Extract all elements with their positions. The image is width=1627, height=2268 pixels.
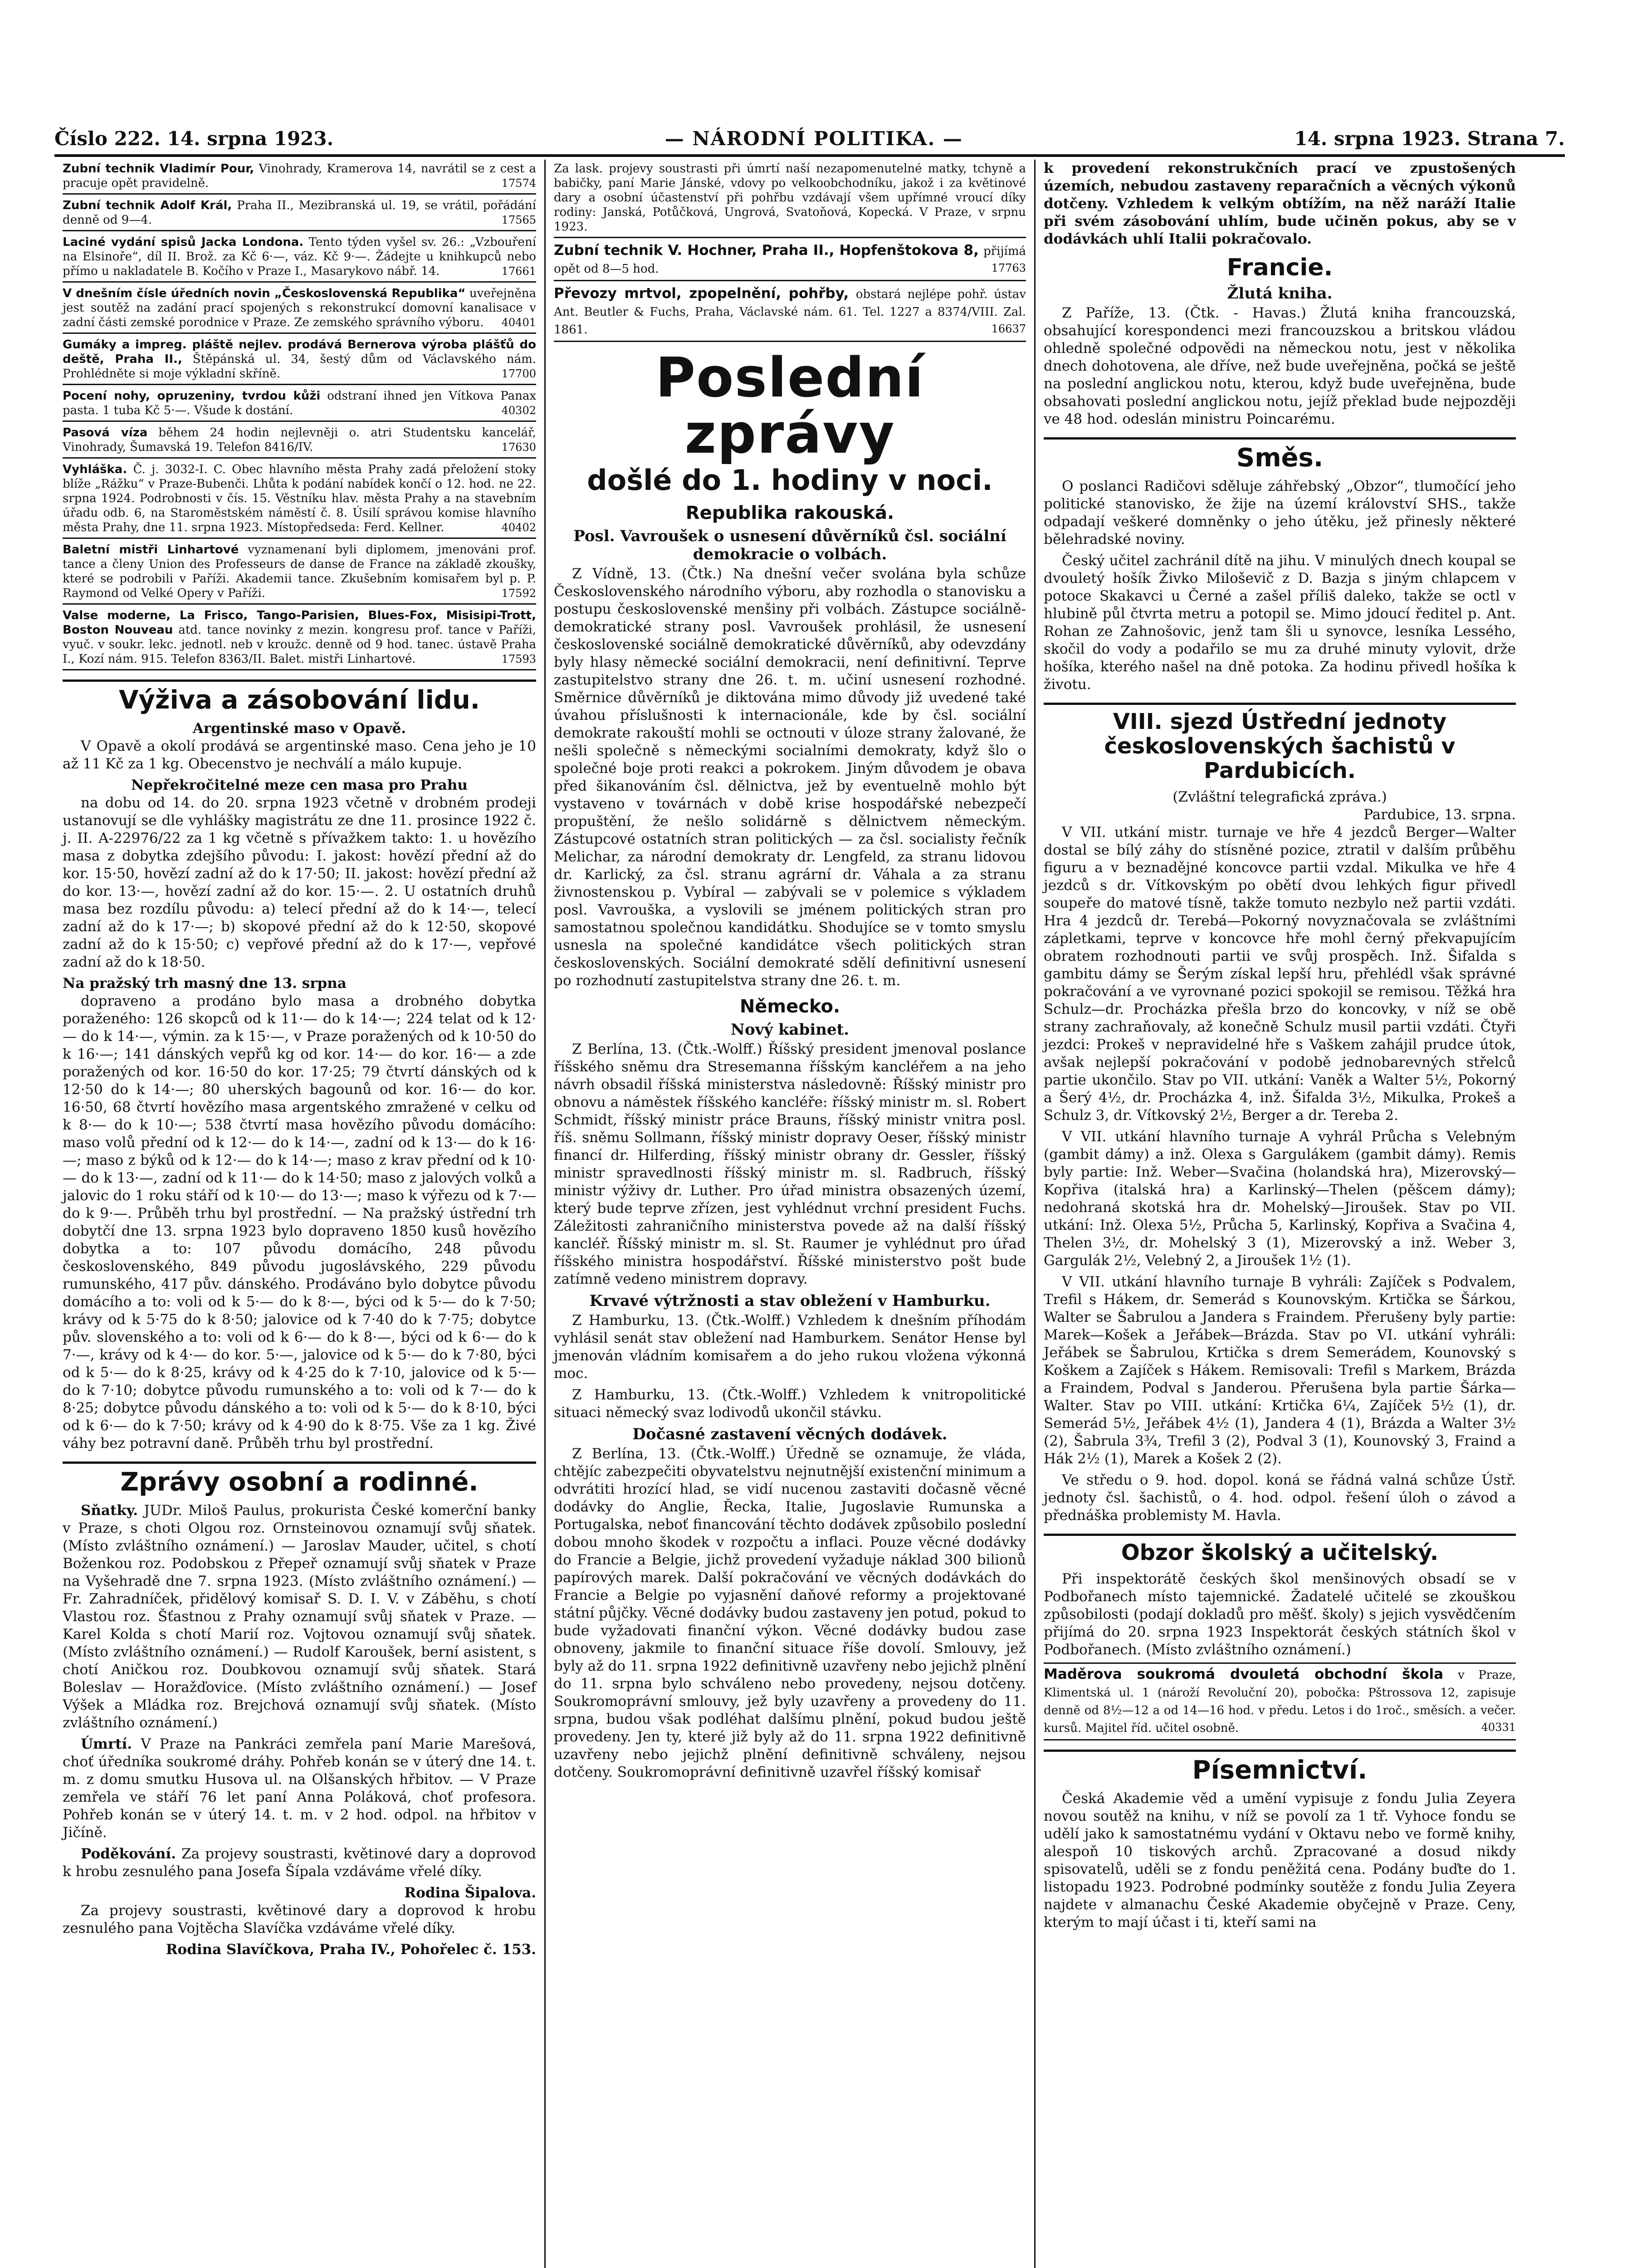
ad-number: 17565 (501, 214, 536, 226)
ad-heading: Zubní technik Adolf Král, (63, 199, 232, 212)
subhead: Dočasné zastavení věcných dodávek. (632, 1425, 948, 1443)
ad-heading: Pocení nohy, opruzeniny, tvrdou kůži (63, 389, 321, 403)
page-header (54, 118, 1565, 157)
classified-ad (63, 387, 536, 422)
article-text: Z Paříže, 13. (Čtk. - Havas.) Žlutá kniha francouzská, obsahující korespondenci mezi francouzskou a britskou vládou ohledně společné odpovědi na německou notu, jest v několika dnech dohotovena, ale dříve, než bude uveřejněna, počká se ještě na poslední anglickou notu, kterou, když bude uveřejněna, bude obsahovati poslední anglickou notu, jejíž překlad bude nejpozději ve 48 hod. odeslán ministru Poincarému. (1044, 305, 1516, 427)
subhead: Poděkování. (81, 1846, 176, 1862)
section-title-skolstvi: Obzor školský a učitelský. (1044, 1534, 1516, 1565)
article-text: Z Vídně, 13. (Čtk.) Na dnešní večer svolána byla schůze Československého národního výboru, aby rozhodla o stanovisku a postupu československé menšiny při volbách. Zástupce sociálně-demokratické strany posl. Vavroušek prohlásil, že usnesení československé sociálně demokratické důvěrníků, aby odevzdány byly hlasy německé sociální demokracii, není definitivní. Teprve zastupitelstvo strany dne 26. t. m. učiní usnesení rozhodné. Směrnice důvěrníků je diktována mimo důvody již uvedené také úvahou příslušnosti k internacionále, kde by čsl. sociální demokrate rakouští mohli se octnouti v úloze strany žalované, že nešli společně s německými socialními demokraty, když šlo o společné boje proti reakci a pokrokem. Jiným důvodem je obava před šikanováním čsl. dělnictva, jež by eventuelně mohlo být vystaveno v továrnách v době krise hospodářské nebezpečí propuštění, že nešlo solidárně s dělnictvem německým. Zástupcové ostatních stran politických — za čsl. socialisty řečník Melichar, za národní demokraty dr. Lengfeld, za stranu lidovou dr. Karlický, za čsl. stranu agrární dr. Váhala a za stranu živnostenskou p. Vybíral — zabývali se v polemice s výkladem posl. Vavrouška, a vyslovili se jménem politických stran pro samostatnou společnou kandidátku. Shodujíce se v tomto smyslu usnesla na společné kandidátce všech politických stran československých. Sociální demokraté sdělí definitivní usnesení po rozhodnutí zastupitelstva strany dne 26. t. m. (554, 566, 1026, 989)
dateline: Pardubice, 13. srpna. (1363, 807, 1516, 823)
ad-number: 17661 (501, 265, 536, 278)
classified-ad (63, 160, 536, 195)
subhead: (Zvláštní telegrafická zpráva.) (1173, 789, 1387, 805)
ad-text: Vinohrady, Kramerova 14, navrátil se z cest a pracuje opět pravidelně. (63, 162, 536, 190)
column-3 (1034, 160, 1524, 2268)
subhead: Nepřekročitelné meze cen masa pro Prahu (131, 777, 468, 793)
signature: Rodina Šipalova. (404, 1885, 536, 1901)
ad-number: 17763 (991, 262, 1026, 274)
ad-text: v Praze, Klimentská ul. 1 (nároží Revoluční 20), pobočka: Pštrossova 12, zapisuje denně od 8½—12 a od 14—16 hod. v předu. Letos i do 1roč., směsích. a večer. kursů. Majitel říd. učitel osobně. (1044, 1668, 1516, 1735)
section-title-pisemnictvi: Písemnictví. (1044, 1750, 1516, 1784)
ad-heading: Vyhláška. (63, 463, 127, 476)
classified-ad (63, 336, 536, 385)
article-text: dopraveno a prodáno bylo masa a drobného dobytka poraženého: 126 skopců od k 11·— do k 14·—; 224 telat od k 12·— do k 14·—, výmin. za k 15·—, v Praze poražených od k 10·50 do k 16·—; 141 dánských vepřů kg od kor. 14·— do kor. 16·— a zde poražených od kor. 16·50 do kor. 17·25; 79 čtvrtí dánských od k 12·50 do k 14·—; 80 uherských bagounů od kor. 16·— do kor. 16·50, 68 čtvrtí hovězího masa argentského zmražené v celku od k 8·— do k 10·—; 538 čtvrtí masa hovězího původu domácího: maso volů přední od k 12·— do k 14·—, zadní od k 13·— do k 16·—; maso z býků od k 12·— do k 14·—; maso z krav přední od k 10·— do k 13·—, zadní od k 11·— do k 14·50; maso z jalových volků a jalovic do 1 roku stáří od k 10·— do 13·—; maso k výřezu od k 7·— do k 9·—. Průběh trhu byl prostřední. — Na pražský ústřední trh dobytčí dne 13. srpna 1923 bylo dopraveno 1850 kusů hovězího dobytka a to: 107 původu domácího, 248 původu československého, 849 původu jugoslávského, 229 původu rumunského, 417 pův. dánského. Prodáváno bylo dobytce původu domácího a to: voli od k 5·— do k 8·—, býci od k 5·— do k 7·50; krávy od k 5·75 do k 8·50; jalovice od k 7·40 do k 7·75; dobytce pův. slovenského a to: voli od k 6·— do k 8·—, býci od k 6·— do k 7·—, krávy od k 4·— do kor. 5·—, jalovice od k 5·— do k 7·80, býci od k 5·— do k 8·25, krávy od k 4·25 do k 7·10, jalovice od k 5·— do k 7·10; dobytce původu rumunského a to: voli od k 7·— do k 8·25; dobytce původu dánského a to: voli od k 5·— do k 8·10, býci od k 6·— do k 7·50; krávy od k 4·90 do k 8·75. Vše za 1 kg. Živé váhy bez potravní daně. Průběh trhu byl prostřední. (63, 993, 536, 1452)
ad-number: 16637 (991, 323, 1026, 335)
classified-ad (554, 240, 1026, 281)
subhead: Posl. Vavroušek o usnesení důvěrníků čsl. sociální demokracie o volbách. (573, 527, 1006, 563)
ad-number: 40331 (1481, 1721, 1516, 1734)
ad-heading: Převozy mrtvol, zpopelnění, pohřby, (554, 285, 849, 302)
ad-text: během 24 hodin nejlevněji o. atri Studentsku kancelář, Vinohrady, Šumavská 19. Telefon 8416/IV. (63, 426, 537, 454)
ad-text: uveřejněna jest soutěž na zadání prací spojených s rekonstrukcí domovní kanalisace v zadní části zemské porodnice v Praze. Ze zemského správního výboru. (63, 287, 536, 329)
section-title-francie: Francie. (1226, 254, 1333, 281)
subhead: Sňatky. (81, 1502, 138, 1519)
classified-ad (63, 233, 536, 283)
article-text: Při inspektorátě českých škol menšinových obsadí se v Podbořanech místo tajemnické. Žadatelé učitelé se zkouškou způsobilosti (podají dokladů pro měšť. školy) s jejich vysvědčením přijímá do 20. srpna 1923 Inspektorát českých státních škol v Podbořanech. (Místo zvláštního oznámení.) (1044, 1571, 1516, 1658)
ad-text: atd. tance novinky z mezin. kongresu prof. tance v Paříži, vyuč. v soukr. lekc. jednotl. neb v kroužc. denně od 9 hod. tanec. ústavě Praha I., Kozí nám. 915. Telefon 8363/II. Balet. mistři Linhartové. (63, 623, 537, 666)
classified-ad (554, 283, 1026, 342)
ad-text: Štěpánská ul. 34, šestý dům od Václavského nám. Prohlédněte si moje výkladní skříně. (63, 352, 537, 381)
article-text: Z Berlína, 13. (Čtk.-Wolff.) Úředně se oznamuje, že vláda, chtějíc zabezpečiti obyvatelstvu nejnutnější existenční minimum a odvrátiti hrozící hlad, se vidí nucenou zastaviti dočasně věcné dodávky do Anglie, Řecka, Italie, Jugoslavie Rumunska a Portugalska, neboť financování těchto dodávek způsobilo poslední dobou mnoho škodek v rozpočtu a inflaci. Pouze věcné dodávky do Francie a Belgie, jichž provedení vyžaduje náklad 300 bilionů papírových marek. Další pokračování ve věcných dodávkách do Francie a Belgie po vyjasnění daňové reformy a projektované státní půjčky. Věcné dodávky budou zastaveny jen potud, pokud to bude vyžadovati finanční výkon. Věcné dodávky budou zase obnoveny, jakmile to finanční situace říše dovolí. Smlouvy, jež byly až do 11. srpna 1922 definitivně uzavřeny nebo jejichž plnění do 11. srpna bylo schváleno nebo provedeny, nejsou dotčeny. Soukromoprávní smlouvy, jež byly uzavřeny a provedeny do 11. srpna, budou však podléhat dalšímu plnění, pokud budou ještě provedeny. Jen ty, které již byly až do 11. srpna 1922 definitivně uzavřeny nebo jejichž plnění definitivně schváleny, nejsou dotčeny. Soukromoprávní definitivně uzavřel říšský komisař (554, 1446, 1026, 1780)
ad-number: 40302 (501, 404, 536, 417)
thanks-text: Za lask. projevy soustrasti při úmrtí naší nezapomenutelné matky, tchyně a babičky, paní Marie Jánské, vdovy po velkoobchodníku, jakož i za květinové dary a osobní účastenství při pohřbu vzdávají všem upřímné vroucí díky rodiny: Janská, Potůčková, Ungrová, Svatoňová, Kopecká. V Praze, v srpnu 1923. (554, 162, 1026, 234)
article-text: V Opavě a okolí prodává se argentinské maso. Cena jeho je 10 až 11 Kč za 1 kg. Obecenstvo je nechválí a málo kupuje. (63, 738, 536, 772)
subhead: Krvavé výtržnosti a stav obležení v Hamburku. (589, 1292, 991, 1310)
latest-news-subtitle: došlé do 1. hodiny v noci. (587, 464, 993, 497)
article-text: V Praze na Pankráci zemřela paní Marie Marešová, choť úředníka soukromé dráhy. Pohřeb konán se v úterý dne 14. t. m. z domu smutku Husova ul. na Olšanských hřbitov. — V Praze zemřela ve stáří 76 let paní Anna Poláková, choť profesora. Pohřeb konán se v úterý 14. t. m. v 2 hod. odpol. na hřbitov v Jičíně. (63, 1736, 536, 1841)
signature: Rodina Slavíčkova, Praha IV., Pohořelec č. 153. (166, 1941, 536, 1958)
article-text: Český učitel zachránil dítě na jihu. V minulých dnech koupal se dvouletý hošík Živko Miloševič z D. Bazja s jiným chlapcem v potoce Skakavci u Černé a zašel příliš daleko, takže se octl v hlubině půl čtvrta metru a potopil se. Mimo jdoucí ředitel p. Ant. Rohan ze Zahnošovic, jenž tam šli u synovce, lesníka Lessého, skočil do vody a podařilo se mu za druhé minuty vylovit, drže hošíka, kterého našel na dně potoka. Za hodinu přivedl hošíka k životu. (1044, 552, 1516, 693)
subhead: Žlutá kniha. (1227, 284, 1333, 303)
thanks-notice (554, 160, 1026, 238)
classified-ads (63, 160, 536, 670)
ad-heading: Maděrova soukromá dvouletá obchodní škola (1044, 1666, 1444, 1682)
article-text: V VII. utkání hlavního turnaje A vyhrál Průcha s Velebným (gambit dámy) a inž. Olexa s Gargulákem (gambit dámy). Remis byly partie: Inž. Weber—Svačina (holandská hra), Mizerovský—Kopřiva (italská hra) a Karlinský—Thelen (pěšcem dámy); nedohraná skotská hra dr. Mohelský—Jiroušek. Stav po VII. utkání: Inž. Olexa 5½, Průcha 5, Karlinský, Kopřiva a Svačina 4, Thelen 3½, dr. Mohelský 3 (1), Mizerovský a inž. Weber 3, Gargulák 2½, Velebný 2, a Jiroušek 1½ (1). (1044, 1129, 1516, 1269)
header-left: Číslo 222. 14. srpna 1923. (54, 127, 334, 150)
section-title-sachy: VIII. sjezd Ústřední jednoty československých šachistů v Pardubicích. (1044, 703, 1516, 783)
ad-heading: Pasová víza (63, 426, 148, 440)
classified-ad (1044, 1662, 1516, 1740)
ad-heading: Valse moderne, La Frisco, Tango-Parisien, Blues-Fox, Misisipi-Trott, Boston Nouveau (63, 609, 536, 637)
ad-heading: Laciné vydání spisů Jacka Londona. (63, 235, 304, 249)
masthead: — NÁRODNÍ POLITIKA. — (664, 127, 963, 150)
ad-text: Praha II., Mezibranská ul. 19, se vrátil, pořádání denně od 9—4. (63, 199, 536, 227)
article-text: JUDr. Miloš Paulus, prokurista České komerční banky v Praze, s choti Olgou roz. Ornsteinovou oznamují svůj sňatek. (Místo zvláštního oznámení.) — Jaroslav Mauder, učitel, s chotí Boženkou roz. Podobskou z Přepeř oznamují svůj sňatek v Praze na Vyšehradě dne 7. srpna 1923. (Místo zvláštního oznámení.) — Fr. Zahradníček, přidělový komisař S. D. I. V. v Záběhu, s chotí Vlastou roz. Šťastnou z Prahy oznamují svůj sňatek v Praze. — Karel Kolda s chotí Marií roz. Vojtovou oznamují svůj sňatek. (Místo zvláštního oznámení.) — Rudolf Karoušek, berní asistent, s chotí Aničkou roz. Doubkovou oznamují svůj sňatek. Stará Boleslav — Horažďovice. (Místo zvláštního oznámení.) — Josef Výšek a Mládka roz. Brejchová oznamují svůj sňatek. (Místo zvláštního oznámení.) (63, 1502, 536, 1731)
ad-number: 17574 (501, 177, 536, 190)
ad-heading: V dnešním čísle úředních novin „Československá Republika“ (63, 287, 466, 300)
ad-text: odstraní ihned jen Vítkova Panax pasta. 1 tuba Kč 5·—. Všude k dostání. (63, 389, 537, 417)
ad-text: Č. j. 3032-I. C. Obec hlavního města Prahy zadá přeložení stoky blíže „Rážku“ v Praze-Bubenči. Lhůta k podání nabídek končí o 12. hod. ne 22. srpna 1924. Podrobnosti v čís. 15. Věstníku hlav. města Prahy a na stavebním úřadu odb. 6, na Staroměstském náměstí č. 8. Úsilí správou komise hlavního města Prahy, dne 11. srpna 1923. Místopředseda: Ferd. Kellner. (63, 463, 536, 534)
article-text: na dobu od 14. do 20. srpna 1923 včetně v drobném prodeji ustanovují se dle vyhlášky magistrátu ze dne 11. prosince 1922 č. j. II. A-22976/22 za 1 kg včetně s přívažkem takto: 1. u hovězího masa z dobytka zdejšího původu: I. jakost: hovězí přední až do kor. 15·50, hovězí zadní až do k 17·50; II. jakost: hovězí přední až do kor. 13·—, hovězí zadní až do kor. 15·—. 2. U ostatních druhů masa bez rozdílu původu: a) telecí přední až do k 14·—, telecí zadní až do k 17·—; b) skopové přední až do k 12·50, skopové zadní až do k 15·50; c) vepřové přední až do k 17·—, vepřové zadní až do k 18·50. (63, 795, 536, 970)
article-text: V VII. utkání mistr. turnaje ve hře 4 jezdců Berger—Walter dostal se bílý záhy do stísněné pozice, ztratil v dalším průběhu figuru a v beznadějné koncovce partii vzdal. Mikulka ve hře 4 jezdců s dr. Vítkovským po obětí dvou lehkých figur přivedl soupeře do matové tísně, takže tomuto nezbylo než partii vzdáti. Hra 4 jezdců dr. Terebá—Pokorný novyznačovala se zvláštními zápletkami, teprve v koncovce hře mohl černý překvapujícím obratem rozhodnouti partii ve svůj prospěch. Inž. Šifalda s gambitu dámy se Šerým získal lepší hru, přehlédl však správné pokračování a ve vyrovnané pozici spokojil se remisou. Těžká hra Schulz—dr. Procházka přešla brzo do koncovky, v níž se obě strany zachraňovaly, až konečně Schulz musil partii vzdáti. Čtyři jezdci: Prokeš v nepravidelné hře s Vaškem zahájil prudce útok, avšak nejlepší pokračování v podobě jednobarevných střelců partie ukončilo. Stav po VII. utkání: Vaněk a Walter 5½, Pokorný a Šerý 4½, dr. Procházka 4, inž. Šifalda 3½, Mikulka, Prokeš a Schulz 3, dr. Vítkovský 2½, Berger a dr. Tereba 2. (1044, 824, 1516, 1124)
article-text: V VII. utkání hlavního turnaje B vyhráli: Zajíček s Podvalem, Trefil s Hákem, dr. Semerád s Kounovským. Krtička se Šárkou, Walter se Šabrulou a Jandera s Fraindem. Přerušeny byly partie: Marek—Košek a Jeřábek—Brázda. Stav po VI. utkání vyhráli: Jeřábek se Šabrulou, Krtička s drem Semerádem, Kounovský s Koškem a Zajíček s Hákem. Remisovali: Trefil s Markem, Brázda a Fraindem, Podval s Janderou. Přerušena byla partie Šárka—Walter. Stav po VIII. utkání: Krtička 6¼, Zajíček 5½ (1), dr. Semerád 5½, Jeřábek 4½ (1), Jandera 4 (1), Brázda a Walter 3½ (2), Šabrula 3¾, Trefil 3 (2), Podval 3 (1), Kounovský 3, Fraind a Hák 2½ (1), Marek a Košek 2 (2). (1044, 1274, 1516, 1467)
header-right: 14. srpna 1923. Strana 7. (1294, 127, 1565, 150)
ad-heading: Zubní technik V. Hochner, Praha II., Hopfenštokova 8, (554, 242, 979, 259)
section-title-vyziva: Výživa a zásobování lidu. (63, 679, 536, 714)
article-text: Z Hamburku, 13. (Čtk.-Wolff.) Vzhledem k dnešním příhodám vyhlásil senát stav obležení nad Hamburkem. Senátor Hense byl jmenován vládním komisařem a do jeho rukou vložena výkonná moc. (554, 1312, 1026, 1382)
ad-number: 40401 (501, 316, 536, 329)
ad-number: 17700 (501, 367, 536, 380)
article-text: k provedení rekonstrukčních prací ve zpustošených územích, nebudou zastaveny reparačních a věcných výkonů dotčeny. Vzhledem k velkým obtížím, na něž naráží Italie při svém zásobování uhlím, bude učiněn pokus, aby se v dodávkách uhlí Italii pokračovalo. (1044, 160, 1516, 247)
subhead: Na pražský trh masný dne 13. srpna (63, 975, 347, 992)
ad-number: 17593 (501, 653, 536, 665)
section-title-rakousko: Republika rakouská. (685, 503, 894, 523)
ad-heading: Zubní technik Vladimír Pour, (63, 162, 254, 176)
classified-ad (63, 460, 536, 539)
ad-number: 40402 (501, 521, 536, 534)
subhead: Úmrtí. (81, 1736, 132, 1752)
column-2 (544, 160, 1034, 2268)
classified-ad (63, 196, 536, 231)
section-title-smes: Směs. (1044, 437, 1516, 472)
article-text: Z Hamburku, 13. (Čtk.-Wolff.) Vzhledem k vnitropolitické situaci německý svaz lodivodů ukončil stávku. (554, 1387, 1026, 1421)
section-title-nemecko: Německo. (739, 996, 840, 1017)
article-text: Z Berlína, 13. (Čtk.-Wolff.) Říšský president jmenoval poslance říšského sněmu dra Stresemanna říšským kancléřem a na jeho návrh obsadil říšská ministerstva následovně: Říšský ministr pro obnovu a náměstek říšského kancléře: říšský ministr m. sl. Robert Schmidt, říšský ministr práce Brauns, říšský ministr vnitra posl. říš. sněmu Sollmann, říšský ministr dopravy Oeser, říšský ministr financí dr. Hilferding, říšský ministr obrany dr. Gessler, říšský ministr spravedlnosti říšský ministr m. sl. Radbruch, říšský ministr výživy dr. Luther. Pro úřad ministra obsazených území, který bude teprve zřízen, jest vyhlédnut vrchní president Fuchs. Záležitosti zahraničního ministerstva povede až na další říšský kancléř. Říšský ministr m. sl. St. Raumer je vyhlédnut pro úřad říšského ministra hospodářství. Říšské ministerstvo pošt bude zatímně vedeno ministrem dopravy. (554, 1041, 1026, 1287)
classified-ad (63, 541, 536, 605)
ad-number: 17592 (501, 587, 536, 600)
article-text: O poslanci Radičovi sděluje záhřebský „Obzor“, tlumočící jeho politické stanovisko, že žije na území království SHS., takže odpadají veškeré domněnky o jeho útěku, jež přinesly některé bělehradské noviny. (1044, 478, 1516, 547)
ad-number: 17630 (501, 441, 536, 454)
article-text: Ve středu o 9. hod. dopol. koná se řádná valná schůze Ústř. jednoty čsl. šachistů, o 4. hod. odpol. řešení úloh o závod a přednáška problemisty M. Havla. (1044, 1472, 1516, 1524)
newspaper-page (54, 118, 1565, 2268)
classified-ad (63, 606, 536, 670)
column-1 (54, 160, 544, 2268)
ad-heading: Gumáky a impreg. pláště nejlev. prodává Bernerova výroba plášťů do deště, Praha II., (63, 338, 536, 366)
article-text: Za projevy soustrasti, květinové dary a doprovod k hrobu zesnulého pana Vojtěcha Slavíčka vzdáváme vřelé díky. (63, 1902, 536, 1936)
subhead: Argentinské maso v Opavě. (192, 720, 406, 737)
ad-text: přijímá opět od 8—5 hod. (554, 244, 1026, 276)
ad-text: obstará nejlépe pohř. ústav Ant. Beutler & Fuchs, Praha, Václavské nám. 61. Tel. 1227 a 8374/VIII. Zal. 1861. (554, 288, 1026, 337)
article-text: Česká Akademie věd a umění vypisuje z fondu Julia Zeyera novou soutěž na knihu, v níž se povolí za 1 tř. Vyhoce fondu se udělí jako k samostatnému vydání v Oktavu nebo ve formě knihy, alespoň 10 tiskových archů. Zpracované a dosud nikdy spisovatelů, uděli se z fondu peněžitá cena. Podány buďte do 1. listopadu 1923. Podrobné podmínky soutěže z fondu Julia Zeyera najdete v almanachu České Akademie obyčejně v Praze. Ceny, kterým to mají účast i ti, kteří sami na (1044, 1790, 1516, 1931)
classified-ad (63, 284, 536, 334)
ad-text: Tento týden vyšel sv. 26.: „Vzbouření na Elsinoře“, díl II. Brož. za Kč 6·—, váz. Kč 9·—. Žádejte u knihkupců nebo přímo u nakladatele B. Kočího v Praze I., Masarykovo nábř. 14. (63, 235, 537, 278)
ad-text: vyznamenaní byli diplomem, jmenováni prof. tance a členy Union des Professeurs de danse de France na základě zkoušky, které se podrobili v Paříži. Akademii tance. Zkušebním komisařem byl p. P. Raymond od Velké Opery v Paříži. (63, 543, 536, 600)
article-text: Za projevy soustrasti, květinové dary a doprovod k hrobu zesnulého pana Josefa Šípala vzdáváme vřelé díky. (63, 1846, 537, 1880)
latest-news-title: Poslední zprávy (655, 347, 924, 466)
section-title-zpravy: Zprávy osobní a rodinné. (63, 1461, 536, 1496)
ad-heading: Baletní mistři Linhartové (63, 543, 239, 557)
subhead: Nový kabinet. (730, 1021, 850, 1039)
classified-ad (63, 424, 536, 459)
